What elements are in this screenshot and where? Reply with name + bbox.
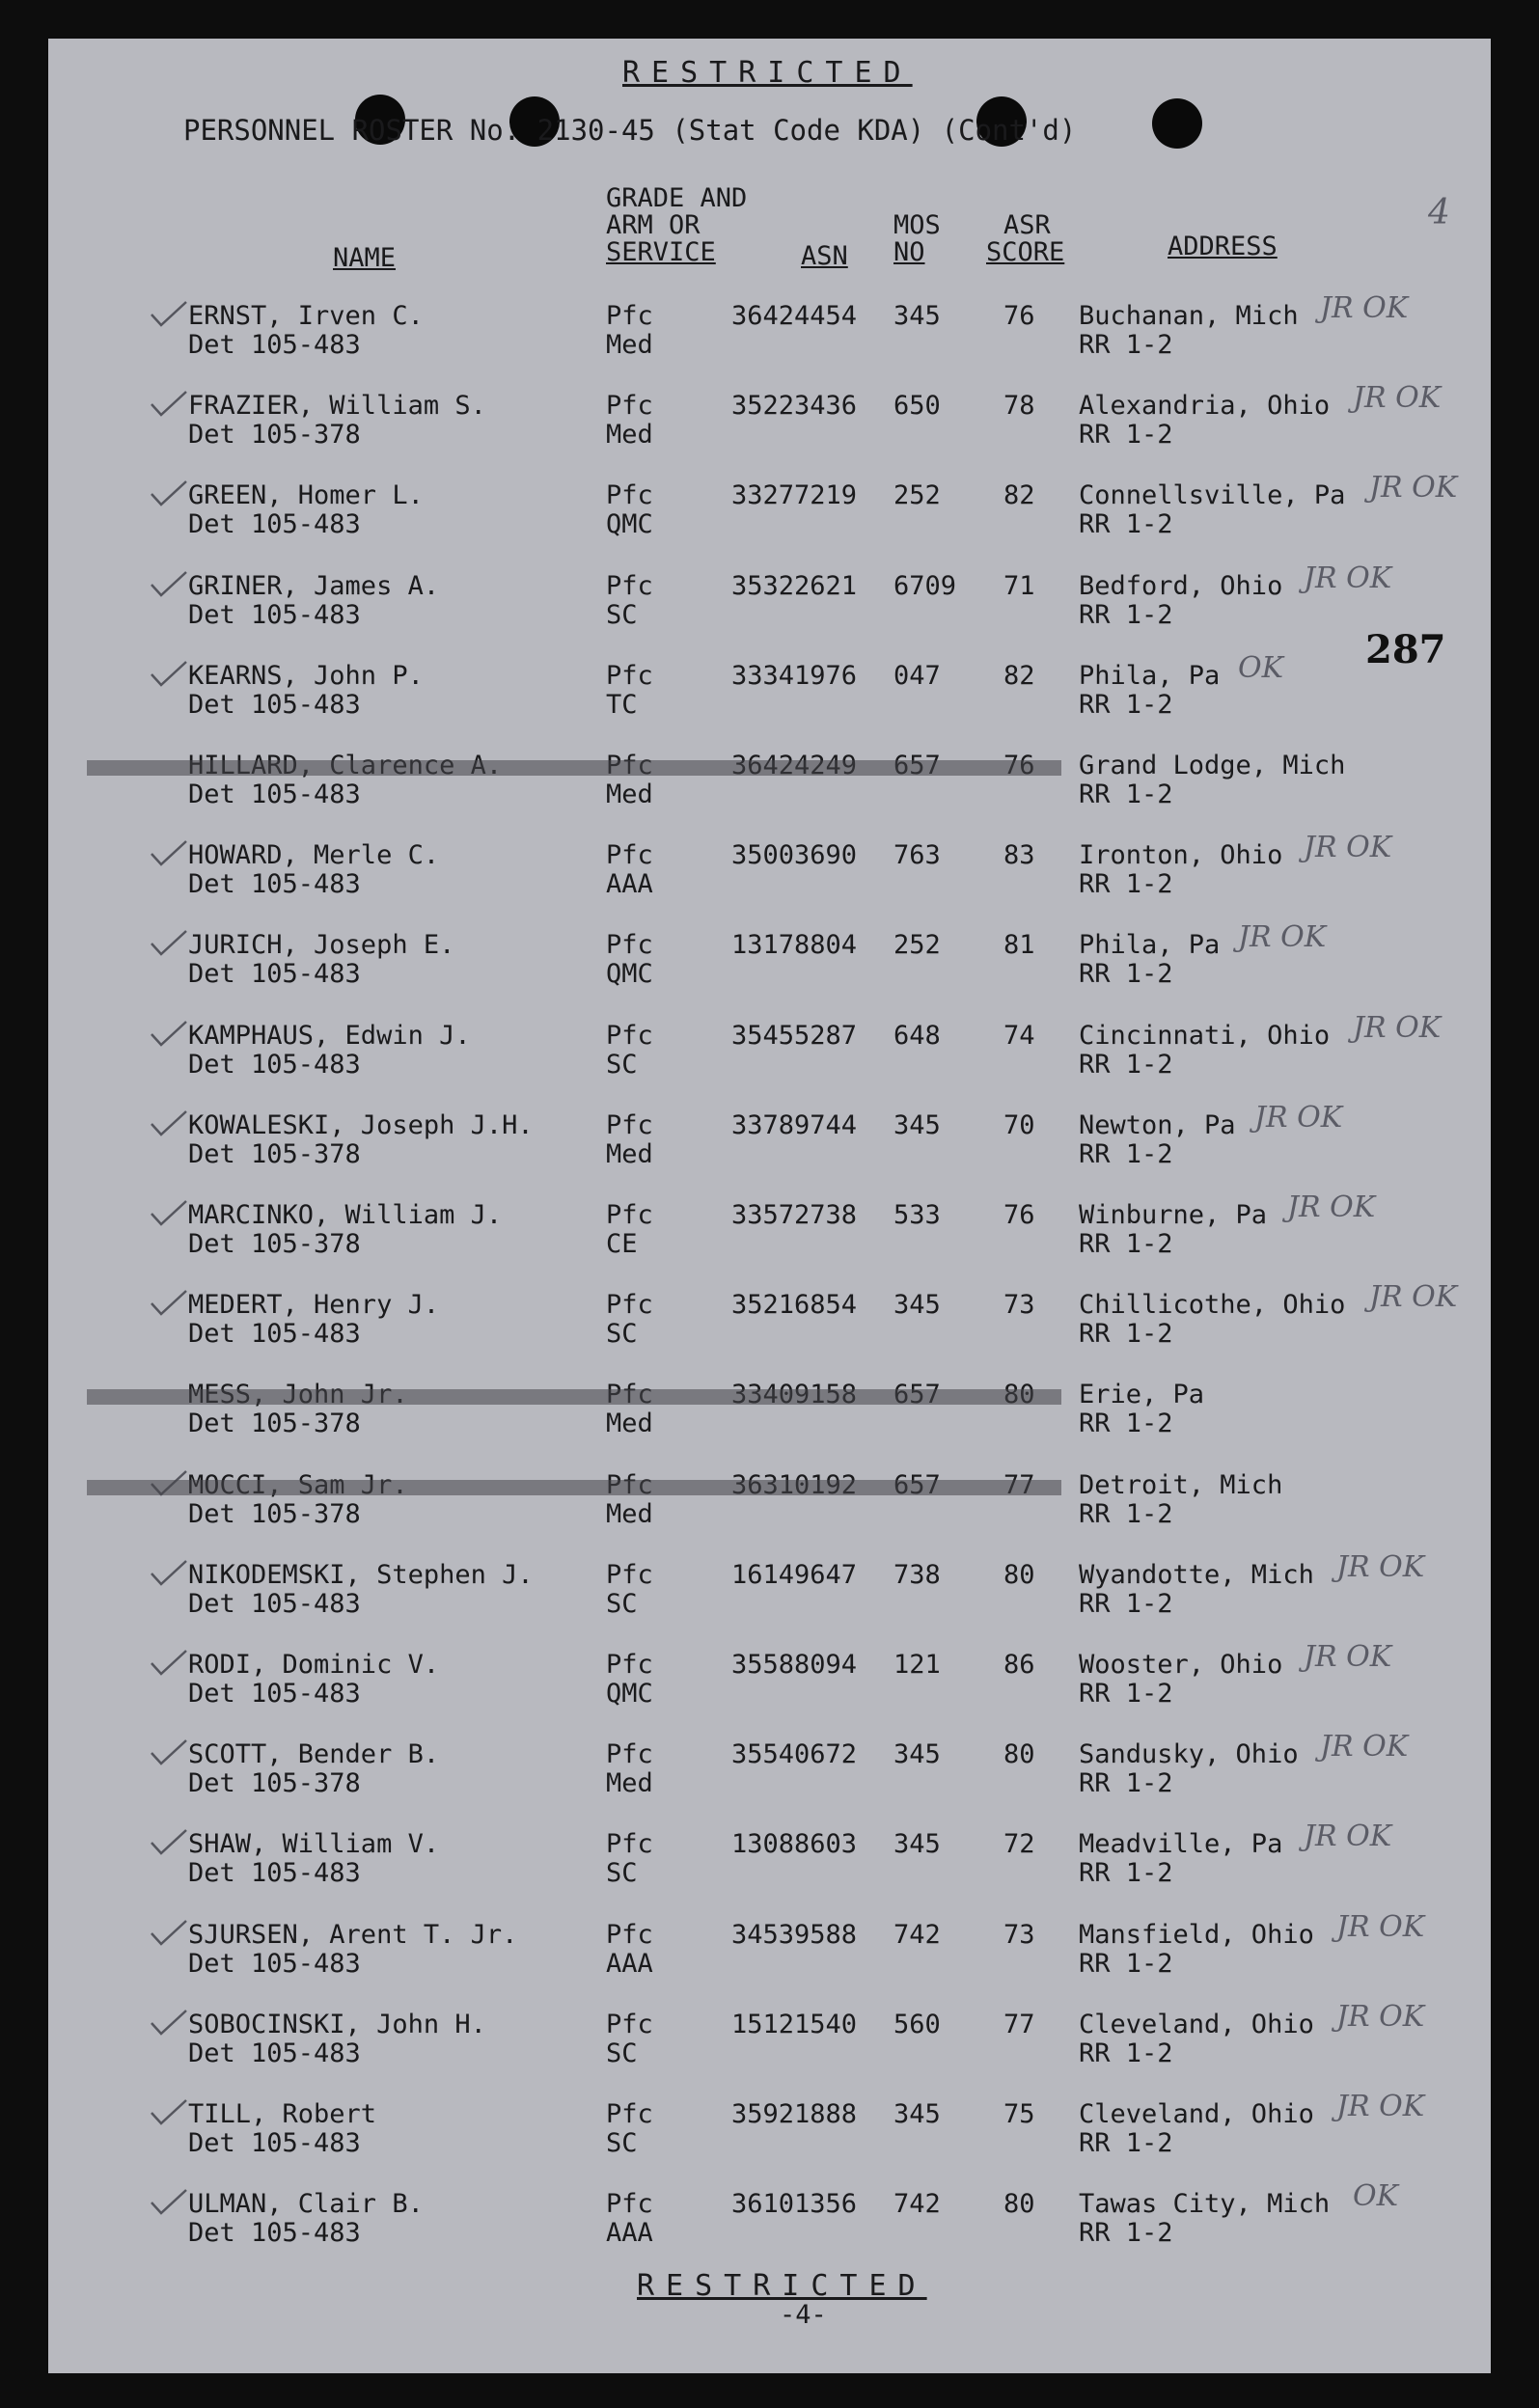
roster-unit: Det 105-483 [188,509,361,539]
roster-service: QMC [606,959,653,989]
col-asr-2: SCORE [986,237,1065,267]
roster-service: AAA [606,2218,653,2248]
roster-asr: 73 [1003,1290,1035,1320]
check-mark-icon [150,2187,188,2216]
roster-address-route: RR 1-2 [1079,690,1173,720]
roster-mos: 252 [893,480,941,510]
check-mark-icon [150,2097,188,2126]
roster-service: SC [606,2128,638,2158]
roster-service: SC [606,600,638,630]
table-row [48,381,1491,468]
roster-asn: 16149647 [731,1560,858,1590]
roster-grade: Pfc [606,1650,653,1680]
page-marker-handwritten: 4 [1428,193,1450,233]
roster-mos: 345 [893,1829,941,1859]
roster-grade: Pfc [606,1920,653,1950]
roster-address-city: Grand Lodge, Mich [1079,751,1346,780]
roster-grade: Pfc [606,571,653,601]
roster-name: TILL, Robert [188,2099,377,2129]
roster-grade: Pfc [606,480,653,510]
roster-address-city: Cleveland, Ohio [1079,2099,1314,2129]
roster-name: KAMPHAUS, Edwin J. [188,1021,471,1051]
check-mark-icon [150,389,188,418]
roster-asn: 36101356 [731,2189,858,2219]
roster-address-city: Meadville, Pa [1079,1829,1283,1859]
roster-address-route: RR 1-2 [1079,2218,1173,2248]
roster-mos: 742 [893,2189,941,2219]
check-mark-icon [150,1198,188,1227]
table-row [48,1550,1491,1637]
roster-mos: 252 [893,930,941,960]
roster-address-route: RR 1-2 [1079,1499,1173,1529]
roster-unit: Det 105-483 [188,869,361,899]
roster-address-route: RR 1-2 [1079,2039,1173,2068]
roster-mos: 121 [893,1650,941,1680]
roster-address-route: RR 1-2 [1079,780,1173,809]
roster-name: NIKODEMSKI, Stephen J. [188,1560,534,1590]
roster-name: SHAW, William V. [188,1829,440,1859]
roster-asn: 35540672 [731,1739,858,1769]
roster-unit: Det 105-483 [188,2128,361,2158]
check-mark-icon [150,2008,188,2037]
roster-service: QMC [606,1679,653,1709]
roster-address-route: RR 1-2 [1079,1229,1173,1259]
roster-service: SC [606,1050,638,1080]
handwritten-approval: JR OK [1320,1730,1409,1764]
roster-asn: 35921888 [731,2099,858,2129]
col-mos-1: MOS [893,210,941,240]
roster-name: MEDERT, Henry J. [188,1290,440,1320]
roster-address-route: RR 1-2 [1079,509,1173,539]
roster-mos: 345 [893,2099,941,2129]
roster-name: FRAZIER, William S. [188,391,486,421]
roster-unit: Det 105-378 [188,420,361,450]
table-row [48,651,1491,738]
roster-asr: 78 [1003,391,1035,421]
check-mark-icon [150,1827,188,1856]
check-mark-icon [150,1738,188,1766]
roster-mos: 648 [893,1021,941,1051]
roster-name: SCOTT, Bender B. [188,1739,440,1769]
handwritten-approval: JR OK [1336,1910,1425,1944]
roster-address-route: RR 1-2 [1079,1768,1173,1798]
roster-service: SC [606,1858,638,1888]
classification-bottom: RESTRICTED [637,2269,927,2303]
roster-grade: Pfc [606,301,653,331]
roster-mos: 6709 [893,571,957,601]
roster-asr: 70 [1003,1110,1035,1140]
roster-grade: Pfc [606,1200,653,1230]
handwritten-approval: JR OK [1320,291,1409,325]
roster-grade: Pfc [606,2010,653,2039]
roster-unit: Det 105-483 [188,780,361,809]
roster-asn: 35455287 [731,1021,858,1051]
roster-unit: Det 105-483 [188,1679,361,1709]
roster-service: Med [606,1768,653,1798]
handwritten-approval: JR OK [1287,1190,1376,1224]
roster-service: SC [606,2039,638,2068]
roster-unit: Det 105-483 [188,600,361,630]
check-mark-icon [150,1019,188,1048]
handwritten-approval: JR OK [1304,1820,1392,1853]
roster-address-route: RR 1-2 [1079,1139,1173,1169]
roster-asr: 73 [1003,1920,1035,1950]
roster-grade: Pfc [606,930,653,960]
roster-asn: 35322621 [731,571,858,601]
table-row [48,1011,1491,1098]
roster-address-city: Winburne, Pa [1079,1200,1268,1230]
roster-address-city: Buchanan, Mich [1079,301,1299,331]
roster-name: MARCINKO, William J. [188,1200,503,1230]
col-name: NAME [333,243,397,273]
col-grade-3: SERVICE [606,237,716,267]
handwritten-approval: JR OK [1336,1550,1425,1584]
roster-unit: Det 105-483 [188,1949,361,1979]
roster-asn: 15121540 [731,2010,858,2039]
handwritten-approval: OK [1238,651,1284,685]
roster-service: Med [606,1139,653,1169]
roster-address-route: RR 1-2 [1079,959,1173,989]
roster-grade: Pfc [606,1110,653,1140]
col-mos-2: NO [893,237,925,267]
roster-mos: 533 [893,1200,941,1230]
strike-through-line [87,760,1061,776]
roster-asn: 33572738 [731,1200,858,1230]
roster-asr: 74 [1003,1021,1035,1051]
handwritten-approval: JR OK [1336,2000,1425,2034]
roster-unit: Det 105-378 [188,1499,361,1529]
roster-unit: Det 105-378 [188,1768,361,1798]
page-number: -4- [780,2300,827,2330]
roster-service: Med [606,780,653,809]
roster-grade: Pfc [606,1560,653,1590]
roster-service: SC [606,1319,638,1349]
roster-address-city: Connellsville, Pa [1079,480,1346,510]
check-mark-icon [150,659,188,688]
handwritten-approval: OK [1353,2179,1399,2213]
handwritten-number: 287 [1365,627,1446,672]
roster-mos: 345 [893,1739,941,1769]
roster-mos: 345 [893,1290,941,1320]
check-mark-icon [150,569,188,598]
handwritten-approval: JR OK [1369,1280,1458,1314]
table-row [48,291,1491,378]
roster-name: ERNST, Irven C. [188,301,424,331]
table-row [48,2000,1491,2087]
roster-grade: Pfc [606,2099,653,2129]
check-mark-icon [150,1108,188,1137]
roster-asn: 34539588 [731,1920,858,1950]
table-row [48,1820,1491,1906]
roster-service: Med [606,330,653,360]
table-row [48,831,1491,917]
roster-unit: Det 105-483 [188,2218,361,2248]
table-row [48,2090,1491,2176]
roster-address-city: Mansfield, Ohio [1079,1920,1314,1950]
table-row [48,1280,1491,1367]
roster-address-city: Wooster, Ohio [1079,1650,1283,1680]
roster-service: SC [606,1589,638,1619]
roster-asr: 71 [1003,571,1035,601]
roster-service: QMC [606,509,653,539]
roster-service: Med [606,1409,653,1438]
table-row [48,1470,1491,1547]
roster-asn: 13178804 [731,930,858,960]
handwritten-approval: JR OK [1336,2090,1425,2123]
roster-name: HOWARD, Merle C. [188,840,440,870]
roster-unit: Det 105-483 [188,330,361,360]
roster-asr: 82 [1003,480,1035,510]
roster-grade: Pfc [606,391,653,421]
table-row [48,471,1491,558]
roster-asr: 81 [1003,930,1035,960]
col-asn: ASN [801,241,848,271]
roster-address-city: Erie, Pa [1079,1380,1205,1409]
roster-name: KEARNS, John P. [188,661,424,691]
check-mark-icon [150,1918,188,1947]
check-mark-icon [150,1648,188,1677]
roster-asr: 75 [1003,2099,1035,2129]
roster-address-city: Chillicothe, Ohio [1079,1290,1346,1320]
handwritten-approval: JR OK [1238,920,1327,954]
roster-mos: 763 [893,840,941,870]
roster-name: SOBOCINSKI, John H. [188,2010,486,2039]
roster-asr: 72 [1003,1829,1035,1859]
roster-address-route: RR 1-2 [1079,1589,1173,1619]
roster-address-city: Phila, Pa [1079,661,1221,691]
roster-address-route: RR 1-2 [1079,1679,1173,1709]
roster-mos: 047 [893,661,941,691]
roster-asn: 35588094 [731,1650,858,1680]
roster-address-route: RR 1-2 [1079,1050,1173,1080]
roster-address-route: RR 1-2 [1079,1858,1173,1888]
classification-top: RESTRICTED [622,56,913,90]
handwritten-approval: JR OK [1254,1101,1343,1135]
roster-service: Med [606,420,653,450]
strike-through-line [87,1480,1061,1495]
roster-asn: 35216854 [731,1290,858,1320]
roster-address-city: Bedford, Ohio [1079,571,1283,601]
table-row [48,1910,1491,1997]
roster-address-city: Cleveland, Ohio [1079,2010,1314,2039]
roster-mos: 738 [893,1560,941,1590]
roster-name: SJURSEN, Arent T. Jr. [188,1920,518,1950]
table-row [48,1190,1491,1277]
roster-mos: 345 [893,301,941,331]
roster-asr: 80 [1003,2189,1035,2219]
check-mark-icon [150,928,188,957]
roster-grade: Pfc [606,2189,653,2219]
roster-address-route: RR 1-2 [1079,330,1173,360]
roster-mos: 650 [893,391,941,421]
roster-name: JURICH, Joseph E. [188,930,455,960]
roster-grade: Pfc [606,1829,653,1859]
roster-name: GREEN, Homer L. [188,480,424,510]
roster-service: Med [606,1499,653,1529]
roster-asn: 35223436 [731,391,858,421]
roster-grade: Pfc [606,1739,653,1769]
col-grade-1: GRADE AND [606,183,748,213]
roster-asn: 13088603 [731,1829,858,1859]
roster-mos: 742 [893,1920,941,1950]
table-row [48,920,1491,1007]
strike-through-line [87,1389,1061,1405]
roster-grade: Pfc [606,661,653,691]
roster-grade: Pfc [606,840,653,870]
handwritten-approval: JR OK [1353,1011,1442,1045]
check-mark-icon [150,299,188,328]
roster-mos: 560 [893,2010,941,2039]
col-grade-2: ARM OR [606,210,701,240]
roster-address-city: Tawas City, Mich [1079,2189,1331,2219]
roster-address-city: Cincinnati, Ohio [1079,1021,1331,1051]
table-row [48,1640,1491,1727]
roster-grade: Pfc [606,1021,653,1051]
table-row [48,1380,1491,1457]
handwritten-approval: JR OK [1353,381,1442,415]
roster-grade: Pfc [606,1290,653,1320]
roster-asr: 76 [1003,301,1035,331]
roster-unit: Det 105-378 [188,1139,361,1169]
roster-unit: Det 105-483 [188,959,361,989]
table-row [48,751,1491,828]
roster-address-city: Alexandria, Ohio [1079,391,1331,421]
roster-mos: 345 [893,1110,941,1140]
roster-address-route: RR 1-2 [1079,600,1173,630]
roster-name: GRINER, James A. [188,571,440,601]
check-mark-icon [150,1558,188,1587]
col-asr-1: ASR [1003,210,1051,240]
roster-unit: Det 105-483 [188,1319,361,1349]
roster-address-city: Ironton, Ohio [1079,840,1283,870]
roster-name: RODI, Dominic V. [188,1650,440,1680]
roster-asr: 86 [1003,1650,1035,1680]
roster-unit: Det 105-483 [188,1050,361,1080]
roster-name: ULMAN, Clair B. [188,2189,424,2219]
roster-asr: 83 [1003,840,1035,870]
roster-asr: 82 [1003,661,1035,691]
handwritten-approval: JR OK [1304,1640,1392,1674]
roster-unit: Det 105-483 [188,1589,361,1619]
roster-asr: 76 [1003,1200,1035,1230]
table-row [48,1730,1491,1817]
roster-address-route: RR 1-2 [1079,420,1173,450]
roster-unit: Det 105-483 [188,1858,361,1888]
handwritten-approval: JR OK [1304,561,1392,595]
roster-address-city: Phila, Pa [1079,930,1221,960]
roster-asn: 33341976 [731,661,858,691]
roster-address-city: Newton, Pa [1079,1110,1236,1140]
roster-asr: 77 [1003,2010,1035,2039]
roster-unit: Det 105-378 [188,1229,361,1259]
table-row [48,1101,1491,1188]
roster-service: CE [606,1229,638,1259]
roster-asn: 36424454 [731,301,858,331]
table-row [48,2179,1491,2266]
col-address: ADDRESS [1168,232,1278,261]
roster-unit: Det 105-483 [188,2039,361,2068]
roster-asr: 80 [1003,1560,1035,1590]
punch-hole-4 [1152,98,1202,149]
table-row [48,561,1491,648]
check-mark-icon [150,1288,188,1317]
roster-address-route: RR 1-2 [1079,869,1173,899]
roster-address-route: RR 1-2 [1079,1409,1173,1438]
roster-address-route: RR 1-2 [1079,1949,1173,1979]
roster-address-city: Sandusky, Ohio [1079,1739,1299,1769]
roster-service: AAA [606,1949,653,1979]
roster-asn: 35003690 [731,840,858,870]
roster-unit: Det 105-378 [188,1409,361,1438]
handwritten-approval: JR OK [1369,471,1458,505]
roster-address-city: Wyandotte, Mich [1079,1560,1314,1590]
check-mark-icon [150,479,188,507]
roster-unit: Det 105-483 [188,690,361,720]
roster-service: TC [606,690,638,720]
roster-address-route: RR 1-2 [1079,2128,1173,2158]
roster-name: KOWALESKI, Joseph J.H. [188,1110,534,1140]
check-mark-icon [150,838,188,867]
roster-address-route: RR 1-2 [1079,1319,1173,1349]
roster-page [48,39,1491,2373]
roster-title: PERSONNEL ROSTER No. 2130-45 (Stat Code KDA) (Cont'd) [183,114,1077,147]
roster-address-city: Detroit, Mich [1079,1470,1283,1500]
roster-asr: 80 [1003,1739,1035,1769]
roster-asn: 33789744 [731,1110,858,1140]
roster-asn: 33277219 [731,480,858,510]
roster-service: AAA [606,869,653,899]
handwritten-approval: JR OK [1304,831,1392,864]
